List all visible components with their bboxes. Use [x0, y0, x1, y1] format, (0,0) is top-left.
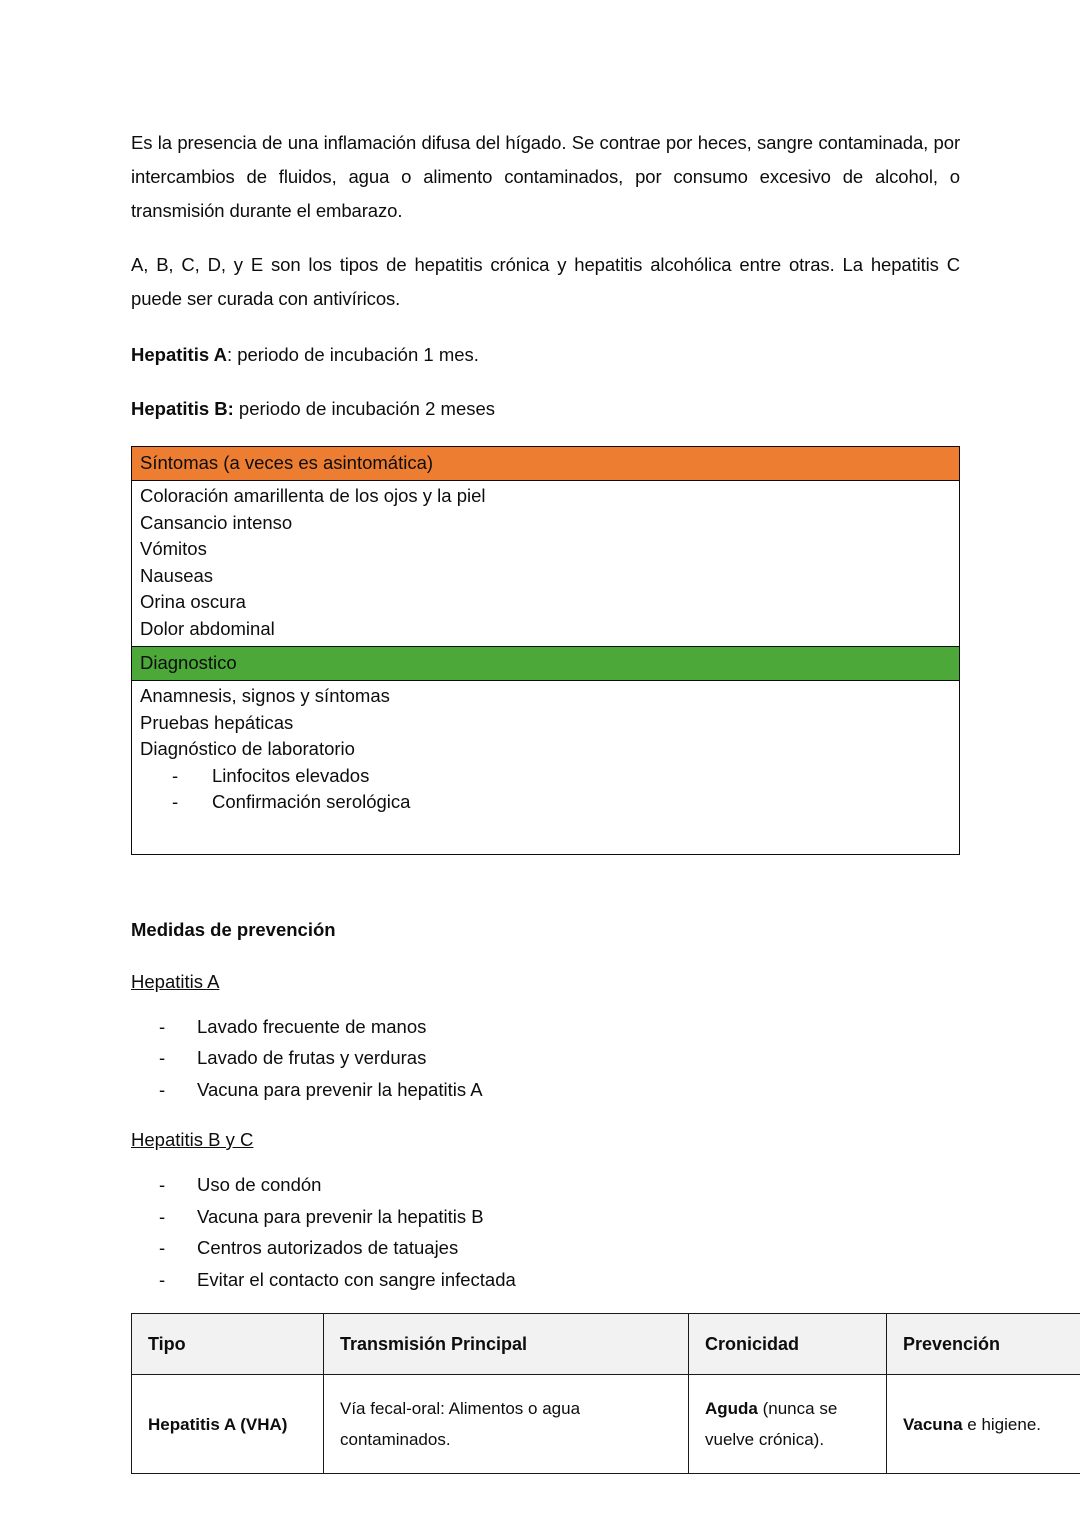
prevention-item-label: Vacuna para prevenir la hepatitis B — [197, 1205, 484, 1227]
dash-bullet-icon: - — [159, 1047, 166, 1068]
symptom-item: Nauseas — [140, 564, 214, 586]
diagnosis-header-row — [132, 647, 960, 681]
prevention-group-a-label: Hepatitis A — [131, 970, 220, 992]
diagnosis-sub-item-label: Linfocitos elevados — [212, 764, 370, 786]
prevention-item-label: Lavado de frutas y verduras — [197, 1047, 427, 1068]
document-content — [131, 126, 1041, 1474]
symptoms-body-row — [132, 481, 960, 647]
dash-bullet-icon: - — [159, 1174, 166, 1195]
cell-cronicidad-bold: Aguda — [705, 1399, 758, 1418]
prevention-item-label: Uso de condón — [197, 1174, 322, 1195]
cell-cronicidad — [689, 1375, 887, 1474]
hepatitis-b-incubation-text: periodo de incubación 2 meses — [233, 398, 496, 419]
diagnosis-header-cell: Diagnostico — [132, 647, 960, 681]
prevention-item-label: Vacuna para prevenir la hepatitis A — [197, 1078, 483, 1100]
dash-bullet-icon: - — [159, 1015, 166, 1037]
prevention-group-a-list — [131, 1011, 960, 1106]
cell-prevencion — [887, 1375, 1080, 1474]
diagnosis-sub-item — [140, 763, 951, 790]
hepatitis-a-label: Hepatitis A — [131, 344, 227, 365]
prevention-group-bc-label: Hepatitis B y C — [131, 1129, 254, 1150]
intro-paragraph-2: A, B, C, D, y E son los tipos de hepatitis crónica y hepatitis alcohólica entre otras. La hepatitis C puede ser curada con antivíricos. — [131, 254, 960, 309]
diagnosis-item: Anamnesis, signos y síntomas — [140, 685, 390, 706]
prevention-item — [131, 1201, 960, 1233]
hepatitis-a-incubation — [131, 338, 960, 372]
diagnosis-item: Pruebas hepáticas — [140, 711, 294, 733]
table-row — [132, 1375, 1080, 1474]
cell-prevencion-bold: Vacuna — [903, 1414, 963, 1434]
cell-spacer — [140, 816, 951, 850]
prevention-item-label: Evitar el contacto con sangre infectada — [197, 1268, 516, 1290]
symptom-item: Cansancio intenso — [140, 511, 293, 533]
symptom-item: Vómitos — [140, 538, 207, 559]
hepatitis-a-incubation-text: : periodo de incubación 1 mes. — [226, 344, 479, 365]
hepatitis-b-label: Hepatitis B: — [131, 398, 234, 419]
summary-table-body — [132, 1375, 1080, 1474]
prevention-item — [131, 1264, 960, 1296]
summary-header-row — [132, 1314, 1080, 1375]
prevention-item — [131, 1169, 960, 1201]
symptoms-diagnosis-table — [131, 446, 960, 855]
cell-tipo-label: Hepatitis A (VHA) — [148, 1414, 288, 1434]
intro-paragraph-1: Es la presencia de una inflamación difusa del hígado. Se contrae por heces, sangre contaminada, por intercambios de fluidos, agua o alimento contaminados, por consumo excesivo de alcohol, o transmisión durante el embarazo. — [131, 132, 960, 221]
prevention-item — [131, 1042, 960, 1074]
cell-prevencion-rest: e higiene. — [962, 1414, 1041, 1434]
column-header-prevencion: Prevención — [887, 1314, 1080, 1375]
summary-table-head — [132, 1314, 1080, 1375]
dash-bullet-icon: - — [159, 1237, 166, 1258]
prevention-item-label: Centros autorizados de tatuajes — [197, 1237, 459, 1258]
diagnosis-sub-item — [140, 789, 951, 816]
symptoms-header-row — [132, 447, 960, 481]
prevention-item — [131, 1011, 960, 1043]
symptom-item: Orina oscura — [140, 591, 246, 612]
prevention-group-bc-list — [131, 1169, 960, 1295]
column-header-transmision: Transmisión Principal — [324, 1314, 689, 1375]
prevention-title: Medidas de prevención — [131, 918, 336, 940]
column-header-tipo: Tipo — [132, 1314, 324, 1375]
hepatitis-b-incubation — [131, 392, 960, 426]
prevention-group-a-heading — [131, 965, 960, 999]
diagnosis-item: Diagnóstico de laboratorio — [140, 738, 355, 759]
diagnosis-list-cell — [132, 681, 960, 855]
cell-tipo — [132, 1375, 324, 1474]
dash-bullet-icon: - — [172, 791, 179, 812]
dash-bullet-icon: - — [159, 1205, 166, 1227]
symptom-item: Coloración amarillenta de los ojos y la piel — [140, 485, 486, 506]
diagnosis-sub-item-label: Confirmación serológica — [212, 791, 411, 812]
cell-transmision: Vía fecal-oral: Alimentos o agua contaminados. — [324, 1375, 689, 1474]
symptoms-list-cell — [132, 481, 960, 647]
diagnosis-body-row — [132, 681, 960, 855]
dash-bullet-icon: - — [159, 1268, 166, 1290]
prevention-group-bc-heading — [131, 1123, 960, 1157]
prevention-item — [131, 1232, 960, 1264]
symptoms-header-cell: Síntomas (a veces es asintomática) — [132, 447, 960, 481]
dash-bullet-icon: - — [172, 764, 179, 786]
prevention-item — [131, 1074, 960, 1106]
prevention-item-label: Lavado frecuente de manos — [197, 1015, 427, 1037]
hepatitis-summary-table — [131, 1313, 1080, 1474]
section-gap — [131, 855, 960, 913]
column-header-cronicidad: Cronicidad — [689, 1314, 887, 1375]
diagnosis-sub-list — [140, 763, 951, 816]
dash-bullet-icon: - — [159, 1078, 166, 1100]
cell-cronicidad-rest: (nunca se vuelve crónica). — [705, 1399, 838, 1449]
symptom-item: Dolor abdominal — [140, 617, 275, 639]
